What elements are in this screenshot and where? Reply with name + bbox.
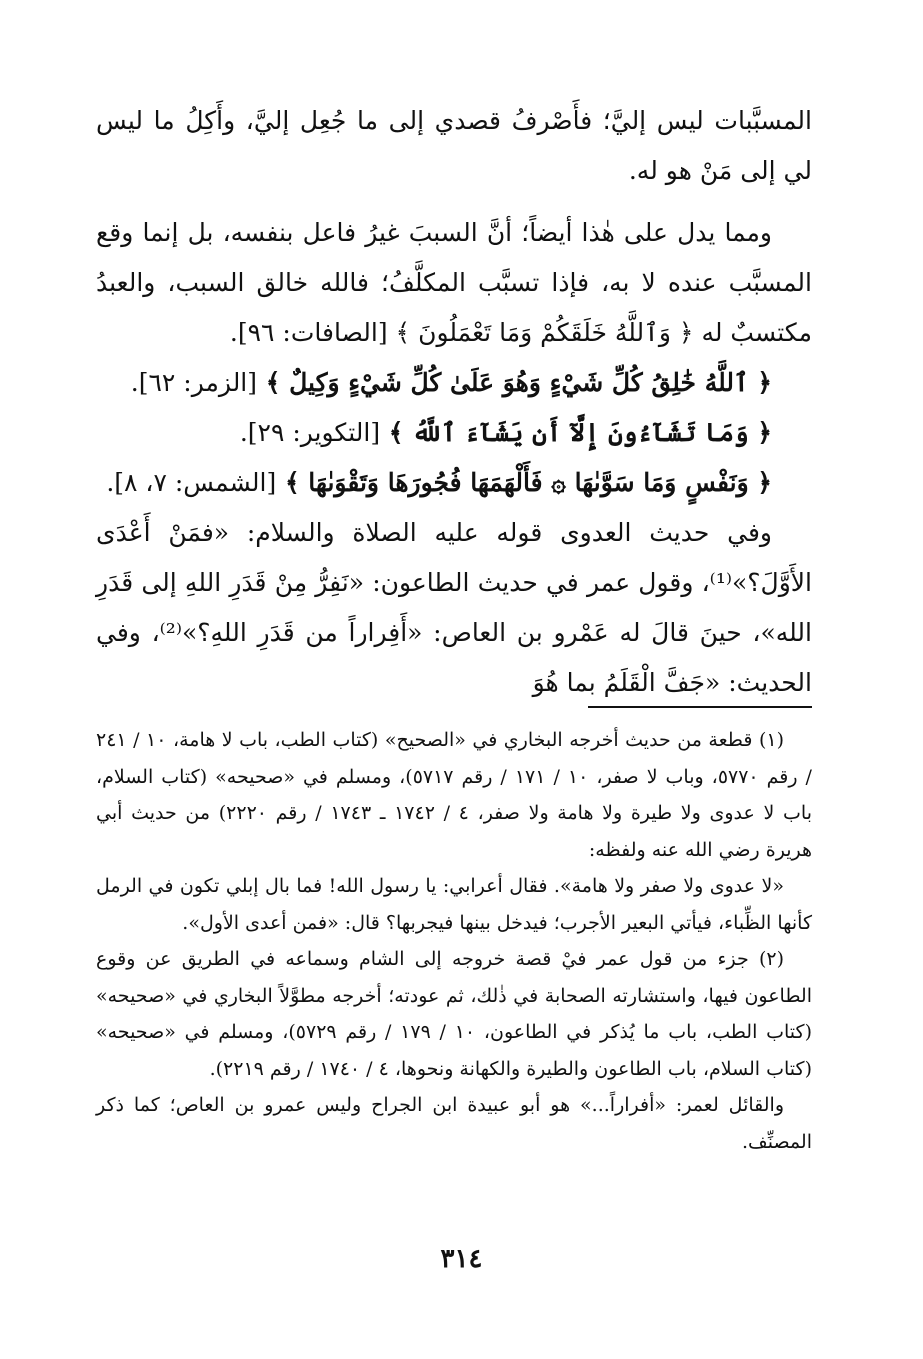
quran-verse-shams bbox=[96, 458, 812, 508]
footnote-2-note: والقائل لعمر: «أفراراً...» هو أبو عبيدة ابن الجراح وليس عمرو بن العاص؛ كما ذكر المصنِّف. bbox=[96, 1094, 812, 1153]
footnote-1-quote: «لا عدوى ولا صفر ولا هامة». فقال أعرابي: يا رسول الله! فما بال إبلي تكون في الرمل كأنها الظِّباء، فيأتي البعير الأجرب؛ فيدخل بينها فيجربها؟ قال: «فمن أعدى الأول». bbox=[96, 875, 812, 934]
page-number: ٣١٤ bbox=[440, 1244, 483, 1274]
footnotes bbox=[96, 722, 812, 1160]
verse-text: ﴿ وَنَفْسٍ وَمَا سَوَّىٰهَا ۞ فَأَلْهَمَهَا فُجُورَهَا وَتَقْوَىٰهَا ﴾ bbox=[284, 468, 772, 497]
verse-text: ﴿ وَمَا تَشَآءُونَ إِلَّآ أَن يَشَآءَ ٱللَّهُ ﴾ bbox=[388, 418, 772, 447]
quran-verse-takwir bbox=[96, 408, 812, 458]
footnote-1: (١) قطعة من حديث أخرجه البخاري في «الصحيح» (كتاب الطب، باب لا هامة، ١٠ / ٢٤١ / رقم ٥٧٧٠، وباب لا صفر، ١٠ / ١٧١ / رقم ٥٧١٧)، ومسلم في «صحيحه» (كتاب السلام، باب لا عدوى ولا طيرة ولا هامة ولا صفر، ٤ / ١٧٤٢ ـ ١٧٤٣ / رقم ٢٢٢٠) من حديث أبي هريرة رضي الله عنه ولفظه: bbox=[96, 729, 812, 861]
footnote-2: (٢) جزء من قول عمر فيْ قصة خروجه إلى الشام وسماعه في الطريق عن وقوع الطاعون فيها، واستشارته الصحابة في ذٰلك، ثم عودته؛ أخرجه مطوَّلاً البخاري في «صحيحه» (كتاب الطب، باب ما يُذكر في الطاعون، ١٠ / ١٧٩ / رقم ٥٧٢٩)، ومسلم في «صحيحه» (كتاب السلام، باب الطاعون والطيرة والكهانة ونحوها، ٤ / ١٧٤٠ / رقم ٢٢١٩). bbox=[96, 948, 812, 1080]
quran-verse-zumar bbox=[96, 358, 812, 408]
paragraph-2: ومما يدل على هٰذا أيضاً؛ أنَّ السببَ غيرُ فاعل بنفسه، بل إنما وقع المسبَّب عنده لا به، فإذا تسبَّب المكلَّفُ؛ فالله خالق السبب، والعبدُ مكتسبٌ له ﴿ وَٱللَّهُ خَلَقَكُمْ وَمَا تَعْمَلُونَ ﴾ [الصافات: ٩٦]. bbox=[96, 218, 812, 347]
verse-reference: [التكوير: ٢٩]. bbox=[239, 418, 381, 447]
verse-reference: [الشمس: ٧، ٨]. bbox=[106, 468, 277, 497]
main-text bbox=[96, 96, 812, 708]
verse-reference: [الزمر: ٦٢]. bbox=[130, 368, 258, 397]
footnote-separator bbox=[588, 706, 812, 708]
paragraph-3: وفي حديث العدوى قوله عليه الصلاة والسلام: «فمَنْ أَعْدَى الأَوَّلَ؟»⁽¹⁾، وقول عمر في حديث الطاعون: «نَفِرُّ مِنْ قَدَرِ اللهِ إلى قَدَرِ الله»، حينَ قالَ له عَمْرو بن العاص: «أَفِراراً من قَدَرِ اللهِ؟»⁽²⁾، وفي الحديث: «جَفَّ الْقَلَمُ بما هُوَ bbox=[96, 518, 812, 697]
verse-text: ﴿ ٱللَّهُ خَٰلِقُ كُلِّ شَيْءٍ وَهُوَ عَلَىٰ كُلِّ شَيْءٍ وَكِيلٌ ﴾ bbox=[265, 368, 772, 397]
paragraph-1: المسبَّبات ليس إليَّ؛ فأَصْرفُ قصدي إلى ما جُعِل إليَّ، وأَكِلُ ما ليس لي إلى مَنْ هو له. bbox=[96, 106, 812, 185]
